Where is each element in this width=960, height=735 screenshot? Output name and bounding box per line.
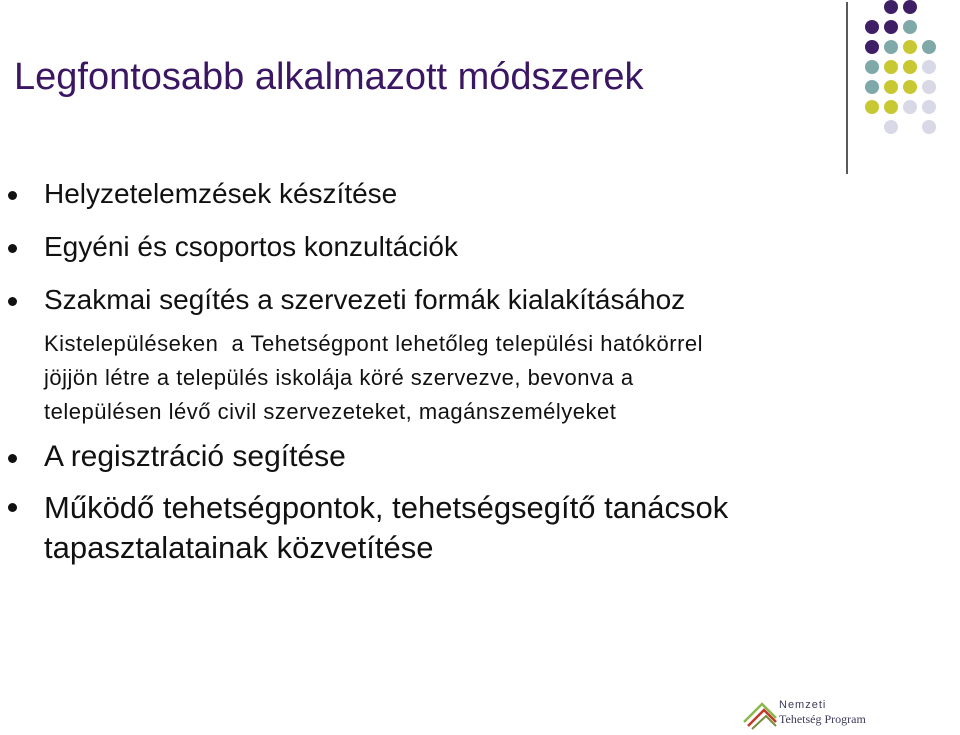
bullet-text: A regisztráció segítése xyxy=(44,440,346,473)
decorative-dot xyxy=(884,100,898,114)
decorative-dot xyxy=(922,100,936,114)
bullet-item xyxy=(44,440,346,474)
bullet-item xyxy=(44,231,458,263)
decorative-dot xyxy=(922,80,936,94)
bullet-text: Egyéni és csoportos konzultációk xyxy=(44,231,458,262)
decorative-dot xyxy=(922,120,936,134)
decorative-dot xyxy=(903,40,917,54)
decorative-dot xyxy=(865,80,879,94)
decorative-dot xyxy=(903,100,917,114)
bullet-text: Helyzetelemzések készítése xyxy=(44,178,398,209)
bullet-icon xyxy=(8,503,17,512)
logo-text-line: Tehetség Program xyxy=(779,712,866,726)
decorative-dot xyxy=(865,60,879,74)
decorative-dot xyxy=(884,20,898,34)
bullet-text: Szakmai segítés a szervezeti formák kialakításához xyxy=(44,284,686,315)
bullet-item xyxy=(44,178,397,210)
paragraph-line: településen lévő civil szervezeteket, magánszemélyeket xyxy=(44,399,617,424)
bullet-item xyxy=(44,488,728,568)
decorative-dot xyxy=(865,100,879,114)
decorative-dot xyxy=(903,0,917,14)
decorative-dot xyxy=(884,60,898,74)
bullet-text-line: tapasztalatainak közvetítése xyxy=(44,530,434,565)
paragraph-line: jöjjön létre a település iskolája köré szervezve, bevonva a xyxy=(44,365,634,390)
decorative-dot xyxy=(884,40,898,54)
slide-title: Legfontosabb alkalmazott módszerek xyxy=(14,56,644,98)
decorative-dot xyxy=(903,20,917,34)
bullet-text-line: Működő tehetségpontok, tehetségsegítő tanácsok xyxy=(44,490,729,525)
decorative-dot xyxy=(903,60,917,74)
decorative-dot xyxy=(865,20,879,34)
bullet-item xyxy=(44,284,685,316)
bullet-icon xyxy=(8,454,17,463)
nemzeti-tehetseg-program-logo xyxy=(742,698,882,730)
decorative-dot xyxy=(865,40,879,54)
sub-paragraph xyxy=(44,327,703,429)
paragraph-line: Kistelepüléseken a Tehetségpont lehetőleg települési hatókörrel xyxy=(44,331,704,356)
divider-line xyxy=(846,2,848,174)
bullet-icon xyxy=(8,297,17,306)
bullet-icon xyxy=(8,244,17,253)
decorative-dot xyxy=(903,80,917,94)
decorative-dot xyxy=(884,120,898,134)
logo-emblem-icon xyxy=(742,698,778,730)
decorative-dot xyxy=(922,40,936,54)
decorative-dot xyxy=(922,60,936,74)
decorative-dot xyxy=(884,80,898,94)
logo-text-line: Nemzeti xyxy=(779,699,827,711)
bullet-icon xyxy=(8,191,17,200)
decorative-dot-grid xyxy=(860,0,960,160)
decorative-dot xyxy=(884,0,898,14)
